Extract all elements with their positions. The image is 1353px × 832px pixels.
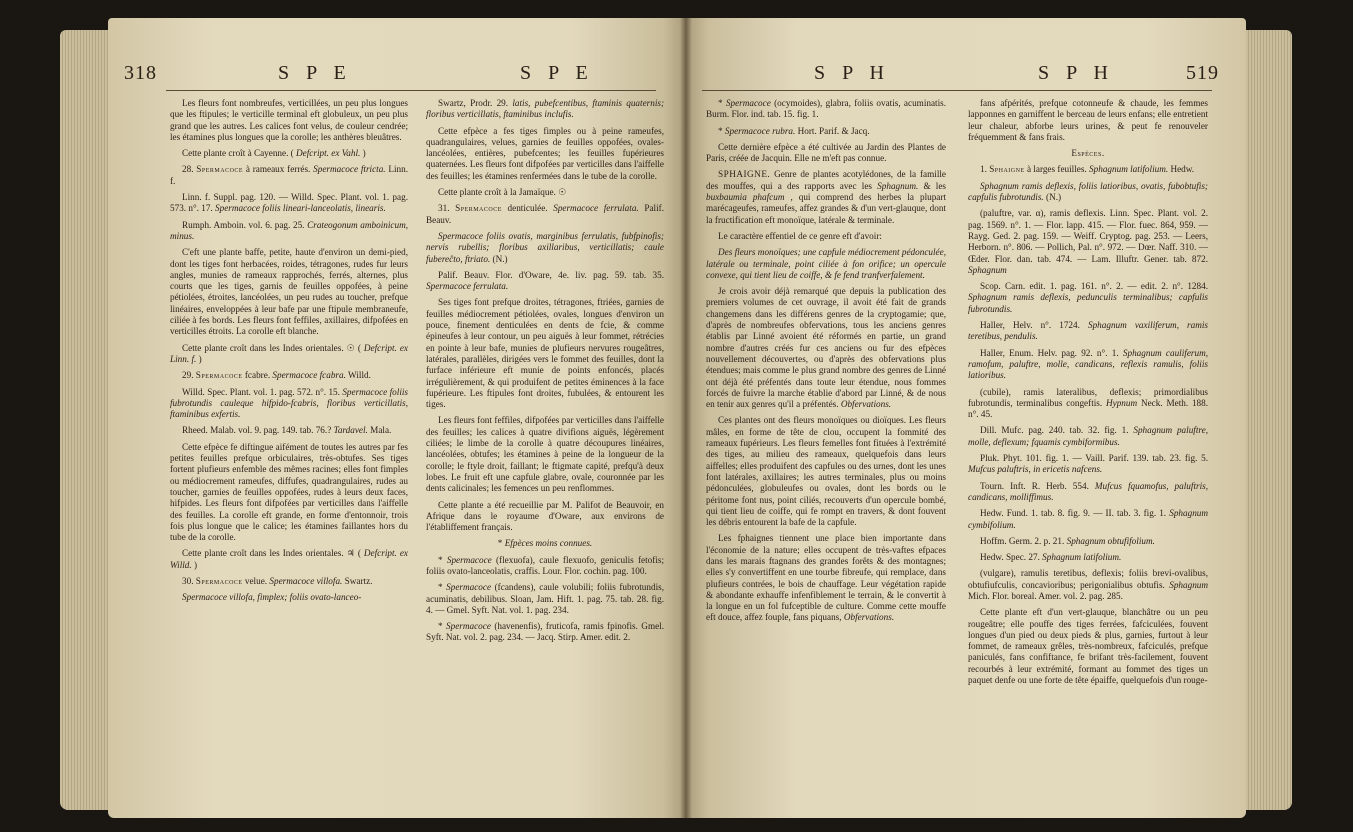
paragraph: Spermacoce villofa, fimplex; foliis ovato-lanceo- — [182, 592, 362, 603]
paragraph: Haller, Helv. n°. 1724. Sphagnum vaxiliferum, ramis teretibus, pendulis. — [968, 320, 1208, 342]
paragraph: Hoffm. Germ. 2. p. 21. Sphagnum obtufifolium. — [980, 535, 1155, 546]
paragraph: Spermacoce foliis ovatis, marginibus ferrulatis, fubfpinofis; nervis rubellis; floribus axillaribus, verticillatis; caule fubereĉto, ftriato. (N.) — [426, 230, 664, 264]
left-page — [108, 18, 686, 818]
book-gutter — [680, 18, 692, 818]
paragraph: Sphagnum ramis deflexis, foliis latioribus, ovatis, fubobtufis; capfulis fubrotundis. (N.) — [968, 180, 1208, 203]
paragraph: Ses tiges font prefque droites, tétragones, ftriées, garnies de feuilles médiocrement pétiolées, ovales, longues d'environ un pouce, finement denticulées en dents de fcie, & comme épineufes à leur contour, un peu aiguës à leur fommet, rétrécies en pointe à leur bafe, munies de plufieurs nervures rougeâtres, latérales, parallèles, dirigées vers le fommet des feuilles, dont la furface inférieure eft munie de points enfoncés, placés irrégulièrement, & qui produifent de petites éminences à la face fupérieure. Les ftipules font droites, fubulées, & entourent les tiges. — [426, 297, 664, 410]
paragraph: * Spermacoce (fcandens), caule volubili; foliis fubrotundis, acuminatis, debilibus. Sloan, Jam. Hift. 1. pag. 75. tab. 28. fig. 4. — Gmel. Syft. Nat. vol. 1. pag. 234. — [426, 582, 664, 615]
paragraph: Willd. Spec. Plant. vol. 1. pag. 572. n°. 15. Spermacoce foliis fubrotundis cauleque hifpido-fcabris, floribus verticillatis, ftaminibus exfertis. — [170, 386, 408, 420]
paragraph: Cette plante croît à la Jamaïque. ☉ — [438, 187, 567, 198]
paragraph: Pluk. Phyt. 101. fig. 1. — Vaill. Parif. 139. tab. 23. fig. 5. Mufcus paluftris, in ericetis nafcens. — [968, 453, 1208, 475]
paragraph: Les fleurs font nombreufes, verticillées, un peu plus longues que les ftipules; le verticille terminal eft globuleux, un peu plus grand que les autres. Les calices font velus, de couleur cendrée; les étamines plus longues que la corolle; les anthères bleuâtres. — [170, 98, 408, 142]
paragraph: (paluftre, var. α), ramis deflexis. Linn. Spec. Plant. vol. 2. pag. 1569. n°. 1. — Flor. lapp. 415. — Flor. fuec. 864, 959. — Rayg. Ged. 2. pag. 159. — Weiff. Cryptog. pag. 253. — Leers, Herborn. n°. 806. — Pollich, Pal. n°. 972. — Dœr. Naff. 310. — Œder. Flor. dan. tab. 474. — Lam. Illuftr. Gener. tab. 872. Sphagnum — [968, 208, 1208, 275]
paragraph: 31. Spermacoce denticulée. Spermacoce ferrulata. Palif. Beauv. — [426, 203, 664, 225]
paragraph: 30. Spermacoce velue. Spermacoce villofa. Swartz. — [182, 575, 373, 586]
paragraph: Hedw. Fund. 1. tab. 8. fig. 9. — II. tab. 3. fig. 1. Sphagnum cymbifolium. — [968, 508, 1209, 530]
paragraph: Cette plante croît à Cayenne. ( Defcript. ex Vahl. ) — [182, 148, 366, 159]
paragraph: C'eft une plante baffe, petite, haute d'environ un demi-pied, dont les tiges font herbacées, roides, tétragones, rudes fur leurs angles, munies de rameaux rapprochés, ferrés, alternes, plus courts que les tiges, garnis de feuilles oppofées, à peine pétiolées, étroites, lancéolées, un peu rudes au toucher, prefque linéaires, enveloppées à leur bafe par une ftipule membraneufe, ciliée à fes bords. Les fleurs font feffiles, axillaires, difpofées en verticilles étroits. La corolle eft blanche. — [170, 247, 408, 337]
right-header-rule — [702, 90, 1212, 91]
paragraph: 28. Spermacoce à rameaux ferrés. Spermacoce ftricta. Linn. f. — [170, 164, 409, 186]
paragraph: Cette dernière efpèce a été cultivée au Jardin des Plantes de Paris, créée de Jacquin. Elle ne m'eft pas connue. — [706, 141, 946, 164]
right-header-right: S P H — [1038, 62, 1114, 84]
paragraph: Scop. Carn. edit. 1. pag. 161. n°. 2. — edit. 2. n°. 1284. Sphagnum ramis deflexis, pedunculis terminalibus; capfulis fubrotundis. — [968, 281, 1208, 314]
left-page-column-2 — [426, 98, 664, 649]
paragraph: Haller, Enum. Helv. pag. 92. n°. 1. Sphagnum cauliferum, ramofum, paluftre, molle, candicans, reflexis ramulis, foliis latioribus. — [968, 347, 1209, 381]
paragraph: Espèces. — [1071, 148, 1105, 159]
right-page-number: 519 — [1186, 62, 1219, 84]
paragraph: Les fleurs font feffiles, difpofées par verticilles dans l'aiffelle des feuilles; les calices à quatre divifions aiguës, légèrement ciliées; le limbe de la corolle à quatre découpures linéaires, lancéolées, obtufes; les étamines à peine de la longueur de la corolle; le ftyle droit, faillant; le ftigmate capité, prefqu'à deux lobes. Le fruit eft une capfule glabre, ovale, couronnée par les dents calicinales; les femences un peu renflommes. — [426, 415, 664, 494]
left-page-edges — [60, 30, 112, 810]
paragraph: * Spermacoce (ocymoides), glabra, foliis ovatis, acuminatis. Burm. Flor. ind. tab. 15. fig. 1. — [706, 98, 947, 120]
paragraph: * Spermacoce rubra. Hort. Parif. & Jacq. — [718, 125, 870, 136]
paragraph: SPHAIGNE. Genre de plantes acotylédones, de la famille des mouffes, qui a des rapports avec les Sphagnum. & les buxbaumia phafcum , qui comprend des herbes la plupart marécageufes, rameufes, affez grandes & d'un vert-glauque, dont la fructification eft monoïque, latérale & terminale. — [706, 169, 947, 225]
left-header-rule — [166, 90, 656, 91]
paragraph: * Spermacoce (havenenfis), fruticofa, ramis fpinofis. Gmel. Syft. Nat. vol. 2. pag. 234. — Jacq. Stirp. Amer. edit. 2. — [426, 621, 665, 643]
paragraph: (vulgare), ramulis teretibus, deflexis; foliis brevi-ovalibus, obtufiufculis, concavioribus; perigonialibus obtufis. Sphagnum Mich. Flor. boreal. Amer. vol. 2. pag. 285. — [968, 568, 1209, 601]
right-page-edges — [1242, 30, 1292, 810]
paragraph: Palif. Beauv. Flor. d'Oware, 4e. liv. pag. 59. tab. 35. Spermacoce ferrulata. — [426, 269, 664, 292]
right-page-column-1 — [706, 98, 946, 629]
paragraph: 29. Spermacoce fcabre. Spermacoce fcabra. Willd. — [182, 370, 371, 381]
left-page-column-1 — [170, 98, 408, 609]
paragraph: Swartz, Prodr. 29. latis, pubefcentibus, ftaminis quaternis; floribus verticillatis, ftaminibus inclufis. — [426, 98, 665, 120]
paragraph: Cette plante croît dans les Indes orientales. ♃ ( Defcript. ex Willd. ) — [170, 548, 408, 570]
paragraph: Je crois avoir déjà remarqué que depuis la publication des premiers volumes de cet ouvrage, il avoit été fait de grands changemens dans les différens genres de la cryptogamie; que, d'après de nombreufes obfervations, tous les anciens genres établis par Linné avoient été réformés en partie, un grand nombre d'autres créés fur ces anciens ou fur des efpèces nouvellement découvertes, ou d'après des obfervations plus étendues; mais comme le plus grand nombre des genres de Linné ont déjà été préfentés dans toute leur étendue, nous fommes forcés de fuivre la marche établie d'abord par Linné, & de nous en tenir aux genres qu'il a préfentés. Obfervations. — [706, 286, 946, 410]
paragraph: * Spermacoce (flexuofa), caule flexuofo, geniculis fetofis; foliis ovato-lanceolatis, craffis. Lour. Flor. cochin. pag. 100. — [426, 554, 664, 576]
paragraph: Cette efpèce fe diftingue aifément de toutes les autres par fes petites feuilles prefque orbiculaires, très-obtufes. Ses tiges fortent plufieurs enfemble des mêmes racines; elles font fimples ou médiocrement rameufes, diffufes, quadrangulaires, rudes au toucher, garnies de feuilles oppofées, rudes à leurs deux faces, hifpides. Les fleurs font difpofées par verticilles dans l'aiffelle des feuilles. La corolle eft grande, en forme d'entonnoir, trois fois plus longue que le calice; les étamines faillantes hors du tube de la corolle. — [170, 441, 408, 543]
right-header-left: S P H — [814, 62, 890, 84]
left-header-left: S P E — [278, 62, 352, 84]
right-page-column-2 — [968, 98, 1208, 691]
paragraph: Le caractère effentiel de ce genre eft d'avoir: — [718, 230, 882, 241]
paragraph: Des fleurs monoïques; une capfule médiocrement pédonculée, latérale ou terminale, point ciliée à fon orifice; un opercule convexe, qui tient lieu de coiffe, & fe fend tranfverfalement. — [706, 247, 947, 280]
paragraph: Dill. Mufc. pag. 240. tab. 32. fig. 1. Sphagnum paluftre, molle, deflexum; fquamis cymbiformibus. — [968, 425, 1209, 447]
paragraph: Rheed. Malab. vol. 9. pag. 149. tab. 76.? Tardavel. Mala. — [182, 425, 392, 436]
paragraph: Cette plante croît dans les Indes orientales. ☉ ( Defcript. ex Linn. f. ) — [170, 342, 408, 364]
paragraph: Rumph. Amboin. vol. 6. pag. 25. Crateogonum amboinicum, minus. — [170, 219, 409, 241]
paragraph: Hedw. Spec. 27. Sphagnum latifolium. — [980, 552, 1122, 563]
left-page-number: 318 — [124, 62, 157, 84]
paragraph: 1. Sphaigne à larges feuilles. Sphagnum latifolium. Hedw. — [980, 164, 1195, 175]
paragraph: Cette plante eft d'un vert-glauque, blanchâtre ou un peu rougeâtre; elle pouffe des tiges ferrées, fafciculées, fouvent longues d'un pied ou deux pieds & plus, garnies, furtout à leur fommet, de rameaux grêles, très-nombreux, fafciculés, prefque paniculés, fans confiftance, fe brifant très-facilement, fouvent recourbés à leur extrémité, formant au fommet des tiges un paquet denfe ou une forte de tête épaiffe, quelquefois d'un rouge- — [968, 607, 1208, 686]
paragraph: Cette efpèce a fes tiges fimples ou à peine rameufes, quadrangulaires, velues, garnies de feuilles oppofées, ovales-lancéolées, entières, pubefcentes; les feuilles fupérieures quaternées. Les fleurs font difpofées par verticilles dans l'aiffelle des feuilles; les étamines renfermées dans le tube de la corolle. — [426, 125, 664, 181]
paragraph: Ces plantes ont des fleurs monoïques ou dioïques. Les fleurs mâles, en forme de tête de clou, occupent la fommité des rameaux fupérieurs. Les fleurs femelles font fituées à l'extrémité des tiges, au milieu des rameaux, quelquefois dans leurs aiffelles; elles produifent des capfules ou des urnes, dont les unes font latérales, axillaires; les autres terminales, plus ou moins pédonculées, globuleufes ou ovales, dont les bords ou le péritome font nus, point ciliés, recouverts d'un opercule bombé, qui tient lieu de coiffe, qui fe rompt en travers, & dont fouvent les débris entourent la bafe de la capfule. — [706, 415, 946, 528]
left-header-right: S P E — [520, 62, 594, 84]
paragraph: (cubile), ramis lateralibus, deflexis; primordialibus fubrotundis, terminalibus congeftis. Hypnum Neck. Meth. 188. n°. 45. — [968, 386, 1209, 420]
paragraph: Linn. f. Suppl. pag. 120. — Willd. Spec. Plant. vol. 1. pag. 573. n°. 17. Spermacoce foliis lineari-lanceolatis, linearis. — [170, 192, 408, 214]
paragraph: Les fphaignes tiennent une place bien importante dans l'économie de la nature; elles occupent de très-vaftes efpaces dans les marais ftagnans des grandes forêts & des montagnes; elles s'y convertiffent en une tourbe fibreufe, qui remplace, dans plufieurs contrées, le bois de chauffage. Leur végétation rapide & abondante exhauffe infenfiblement le terrain, & le convertit à la longue en un fol fufceptible de culture. Comme cette mouffe eft douce, affez fouple, fans piquans, Obfervations. — [706, 533, 946, 623]
right-page — [686, 18, 1246, 818]
paragraph: fans afpérités, prefque cotonneufe & chaude, les femmes lapponnes en garniffent le berceau de leurs enfans; elle entretient leur chaleur, abforbe leurs urines, & peut fe renouveler fréquemment & fans frais. — [968, 98, 1208, 142]
paragraph: Cette plante a été recueillie par M. Palifot de Beauvoir, en Afrique dans le royaume d'Oware, aux environs de l'établiffement français. — [426, 499, 664, 533]
paragraph: * Efpèces moins connues. — [497, 538, 593, 549]
paragraph: Tourn. Inft. R. Herb. 554. Mufcus fquamofus, paluftris, candicans, molliffimus. — [968, 480, 1208, 502]
